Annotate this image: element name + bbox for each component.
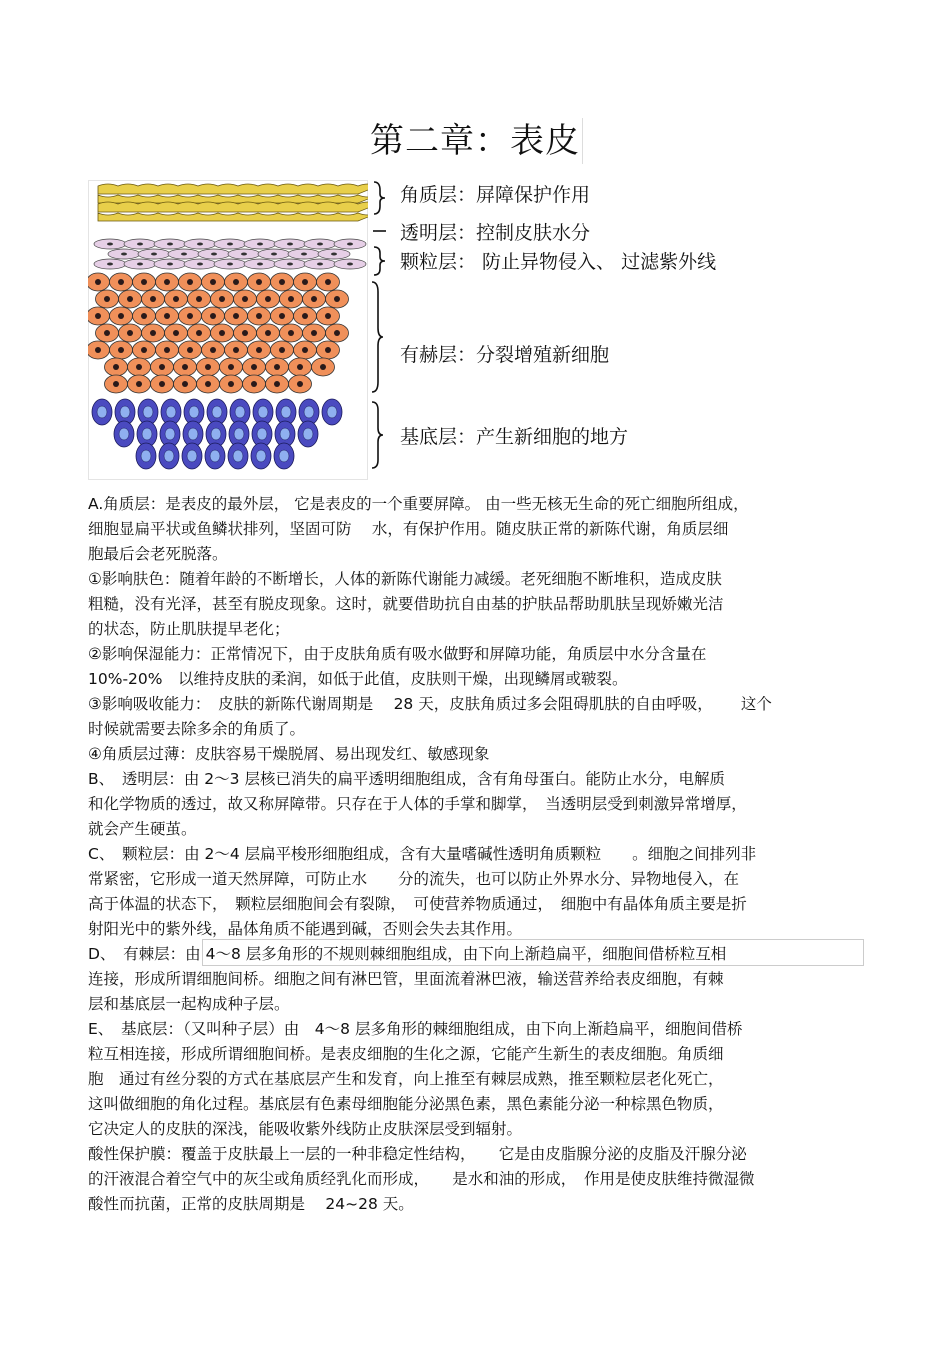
spinous-cell-nucleus (265, 296, 271, 302)
spinous-cell-nucleus (297, 381, 303, 387)
paragraph-line: 10%-20% 以维持皮肤的柔润，如低于此值，皮肤则干燥，出现鳞屑或皲裂。 (88, 670, 628, 688)
granular-cell-nucleus (347, 243, 353, 246)
basal-cell-nucleus (211, 428, 221, 440)
granular-cell-nucleus (317, 263, 323, 266)
spinous-cell-nucleus (325, 279, 331, 285)
spinous-cell-nucleus (334, 330, 340, 336)
granular-cell-nucleus (121, 253, 127, 256)
granular-cell-nucleus (287, 243, 293, 246)
basal-cell-nucleus (327, 406, 337, 418)
spinous-cell-nucleus (196, 330, 202, 336)
spinous-cell-nucleus (219, 330, 225, 336)
body-text (88, 492, 873, 1217)
granular-cell-nucleus (211, 253, 217, 256)
brace-spinosum (368, 280, 388, 394)
paragraph-line: 细胞显扁平状或鱼鳞状排列，坚固可防 水，有保护作用。随皮肤正常的新陈代谢，角质层细 (88, 520, 729, 538)
granular-cell-nucleus (257, 243, 263, 246)
spinous-cell-nucleus (150, 296, 156, 302)
paragraph-line: 胞最后会老死脱落。 (88, 545, 228, 563)
label-stratum-lucidum: 透明层：控制皮肤水分 (400, 222, 591, 244)
spinous-cell-nucleus (164, 313, 170, 319)
spinous-cell-nucleus (210, 313, 216, 319)
paragraph-line: 连接，形成所谓细胞间桥。细胞之间有淋巴管，里面流着淋巴液，输送营养给表皮细胞，有棘 (88, 970, 724, 988)
basal-cell-nucleus (281, 406, 291, 418)
spinous-cell-nucleus (256, 347, 262, 353)
spinous-cell-nucleus (279, 313, 285, 319)
label-stratum-spinosum: 有赫层：分裂增殖新细胞 (400, 344, 610, 366)
spinous-cell-nucleus (210, 347, 216, 353)
spinous-cell-nucleus (251, 381, 257, 387)
basal-cell-nucleus (165, 428, 175, 440)
spinous-cell-nucleus (118, 279, 124, 285)
granular-cell-nucleus (317, 243, 323, 246)
spinous-cell-nucleus (242, 296, 248, 302)
paragraph-line: C、 颗粒层：由 2～4 层扁平梭形细胞组成，含有大量嗜碱性透明角质颗粒 。细胞之间排列非 (88, 845, 757, 863)
paragraph-line: 常紧密，它形成一道天然屏障，可防止水 分的流失，也可以防止外界水分、异物地侵入，在 (88, 870, 740, 888)
spinous-cell-nucleus (325, 347, 331, 353)
spinous-cell-nucleus (113, 364, 119, 370)
spinous-cell-nucleus (256, 313, 262, 319)
paragraph-line: 粗糙，没有光泽，甚至有脱皮现象。这时，就要借助抗自由基的护肤品帮助肌肤呈现娇嫩光洁 (88, 595, 724, 613)
spinous-cell-nucleus (95, 313, 101, 319)
granular-cell-nucleus (167, 263, 173, 266)
paragraph-line: 的状态，防止肌肤提早老化； (88, 620, 290, 638)
stratum-corneum-band (98, 184, 368, 194)
spinous-cell-nucleus (256, 279, 262, 285)
spinous-cell-nucleus (113, 381, 119, 387)
basal-cell-nucleus (303, 428, 313, 440)
paragraph-line: 这叫做细胞的角化过程。基底层有色素母细胞能分泌黑色素，黑色素能分泌一种棕黑色物质， (88, 1095, 724, 1113)
spinous-cell-nucleus (302, 313, 308, 319)
spinous-cell-nucleus (182, 364, 188, 370)
spinous-cell-nucleus (265, 330, 271, 336)
spinous-cell-nucleus (311, 296, 317, 302)
granular-cell-nucleus (331, 253, 337, 256)
granular-cell-nucleus (227, 243, 233, 246)
spinous-cell-nucleus (95, 279, 101, 285)
paragraph-line: 层和基底层一起构成种子层。 (88, 995, 290, 1013)
spinous-cell-nucleus (182, 381, 188, 387)
basal-cell-nucleus (212, 406, 222, 418)
basal-cell-nucleus (119, 428, 129, 440)
paragraph-line: 的汗液混合着空气中的灰尘或角质经乳化而形成， 是水和油的形成， 作用是使皮肤维持微湿微 (88, 1170, 755, 1188)
spinous-cell-nucleus (164, 279, 170, 285)
granular-cell-nucleus (137, 243, 143, 246)
paragraph-line: 胞 通过有丝分裂的方式在基底层产生和发育，向上推至有棘层成熟，推至颗粒层老化死亡， (88, 1070, 724, 1088)
basal-cell-nucleus (164, 450, 174, 462)
granular-cell-nucleus (301, 253, 307, 256)
spinous-cell-nucleus (173, 330, 179, 336)
basal-cell-nucleus (233, 450, 243, 462)
spinous-cell-nucleus (196, 296, 202, 302)
granular-cell-nucleus (197, 243, 203, 246)
paragraph-line: A.角质层：是表皮的最外层， 它是表皮的一个重要屏障。 由一些无核无生命的死亡细胞所组成， (88, 495, 749, 513)
spinous-cell-nucleus (141, 347, 147, 353)
paragraph-line: ③影响吸收能力： 皮肤的新陈代谢周期是 28 天，皮肤角质过多会阻碍肌肤的自由呼吸， 这个 (88, 695, 772, 713)
spinous-cell-nucleus (228, 364, 234, 370)
paragraph-line: 高于体温的状态下， 颗粒层细胞间会有裂隙， 可使营养物质通过， 细胞中有晶体角质主要是折 (88, 895, 747, 913)
label-stratum-granulosum: 颗粒层： 防止异物侵入、 过滤紫外线 (400, 251, 717, 273)
paragraph-line: 时候就需要去除多余的角质了。 (88, 720, 306, 738)
spinous-cell-nucleus (274, 381, 280, 387)
paragraph-line: ②影响保湿能力：正常情况下，由于皮肤角质有吸水做野和屏障功能，角质层中水分含量在 (88, 645, 707, 663)
brace-granulosum (370, 245, 390, 277)
paragraph-line: 射阳光中的紫外线，晶体角质不能遇到碱，否则会失去其作用。 (88, 920, 523, 938)
spinous-cell-nucleus (187, 313, 193, 319)
spinous-cell-nucleus (274, 364, 280, 370)
granular-cell-nucleus (227, 263, 233, 266)
basal-cell-nucleus (256, 450, 266, 462)
spinous-cell-nucleus (150, 330, 156, 336)
spinous-cell-nucleus (210, 279, 216, 285)
spinous-cell-nucleus (288, 296, 294, 302)
spinous-cell-nucleus (141, 279, 147, 285)
spinous-cell-nucleus (233, 313, 239, 319)
spinous-cell-nucleus (320, 364, 326, 370)
granular-cell-nucleus (151, 253, 157, 256)
spinous-cell-nucleus (164, 347, 170, 353)
granular-cell-nucleus (137, 263, 143, 266)
dash-lucidum (372, 226, 388, 236)
spinous-cell-nucleus (205, 364, 211, 370)
paragraph-line: 粒互相连接，形成所谓细胞间桥。是表皮细胞的生化之源，它能产生新生的表皮细胞。角质细 (88, 1045, 724, 1063)
granular-cell-nucleus (107, 243, 113, 246)
paragraph-line: E、 基底层：（又叫种子层）由 4～8 层多角形的棘细胞组成，由下向上渐趋扁平，细胞间借桥 (88, 1020, 743, 1038)
spinous-cell-nucleus (219, 296, 225, 302)
granular-cell-nucleus (181, 253, 187, 256)
spinous-cell-nucleus (311, 330, 317, 336)
spinous-cell-nucleus (279, 279, 285, 285)
paragraph-line: ④角质层过薄：皮肤容易干燥脱屑、易出现发红、敏感现象 (88, 745, 490, 763)
basal-cell-nucleus (120, 406, 130, 418)
basal-cell-nucleus (304, 406, 314, 418)
spinous-cell-nucleus (118, 347, 124, 353)
spinous-cell-nucleus (118, 313, 124, 319)
granular-cell-nucleus (241, 253, 247, 256)
spinous-cell-nucleus (242, 330, 248, 336)
granular-cell-nucleus (271, 253, 277, 256)
spinous-cell-nucleus (127, 296, 133, 302)
paragraph-line: 酸性而抗菌，正常的皮肤周期是 24~28 天。 (88, 1195, 414, 1213)
spinous-cell-nucleus (325, 313, 331, 319)
basal-cell-nucleus (257, 428, 267, 440)
stratum-corneum-band (98, 202, 368, 212)
spinous-cell-nucleus (95, 347, 101, 353)
spinous-cell-nucleus (159, 364, 165, 370)
spinous-cell-nucleus (187, 347, 193, 353)
basal-cell-nucleus (210, 450, 220, 462)
spinous-cell-nucleus (141, 313, 147, 319)
paragraph-line: 就会产生硬茧。 (88, 820, 197, 838)
basal-cell-nucleus (280, 428, 290, 440)
basal-cell-nucleus (187, 450, 197, 462)
granular-cell-nucleus (347, 263, 353, 266)
label-stratum-basale: 基底层：产生新细胞的地方 (400, 426, 629, 448)
stratum-corneum-band (98, 213, 368, 221)
paragraph-line: 和化学物质的透过，故又称屏障带。只存在于人体的手掌和脚掌， 当透明层受到刺激异常增厚， (88, 795, 747, 813)
spinous-cell-nucleus (205, 381, 211, 387)
spinous-cell-nucleus (136, 364, 142, 370)
basal-cell-nucleus (97, 406, 107, 418)
spinous-cell-nucleus (104, 296, 110, 302)
spinous-cell-nucleus (297, 364, 303, 370)
paragraph-line: 酸性保护膜：覆盖于皮肤最上一层的一种非稳定性结构， 它是由皮脂腺分泌的皮脂及汗腺分泌 (88, 1145, 747, 1163)
basal-cell-nucleus (143, 406, 153, 418)
basal-cell-nucleus (258, 406, 268, 418)
spinous-cell-nucleus (127, 330, 133, 336)
spinous-cell-nucleus (251, 364, 257, 370)
spinous-cell-nucleus (233, 347, 239, 353)
basal-cell-nucleus (189, 406, 199, 418)
epidermis-diagram (88, 180, 368, 480)
spinous-cell-nucleus (233, 279, 239, 285)
granular-cell-nucleus (167, 243, 173, 246)
paragraph-line: B、 透明层：由 2～3 层核已消失的扁平透明细胞组成，含有角母蛋白。能防止水分，电解质 (88, 770, 725, 788)
label-stratum-corneum: 角质层：屏障保护作用 (400, 184, 591, 206)
spinous-cell-nucleus (136, 381, 142, 387)
spinous-cell-nucleus (104, 330, 110, 336)
spinous-cell-nucleus (159, 381, 165, 387)
spinous-cell-nucleus (302, 279, 308, 285)
spinous-cell-nucleus (288, 330, 294, 336)
spinous-cell-nucleus (187, 279, 193, 285)
spinous-cell-nucleus (173, 296, 179, 302)
spinous-cell-nucleus (334, 296, 340, 302)
basal-cell-nucleus (141, 450, 151, 462)
paragraph-line: 它决定人的皮肤的深浅，能吸收紫外线防止皮肤深层受到辐射。 (88, 1120, 523, 1138)
basal-cell-nucleus (188, 428, 198, 440)
page-title: 第二章：表皮 (368, 118, 583, 164)
basal-cell-nucleus (279, 450, 289, 462)
spinous-cell-nucleus (228, 381, 234, 387)
spinous-cell-nucleus (279, 347, 285, 353)
granular-cell-nucleus (257, 263, 263, 266)
brace-corneum (370, 180, 390, 216)
basal-cell-nucleus (142, 428, 152, 440)
granular-cell-nucleus (197, 263, 203, 266)
paragraph-line: D、 有棘层：由 4～8 层多角形的不规则棘细胞组成，由下向上渐趋扁平，细胞间借桥粒互相 (88, 945, 727, 963)
basal-cell-nucleus (166, 406, 176, 418)
spinous-cell-nucleus (302, 347, 308, 353)
basal-cell-nucleus (234, 428, 244, 440)
paragraph-line: ①影响肤色：随着年龄的不断增长，人体的新陈代谢能力减缓。老死细胞不断堆积，造成皮肤 (88, 570, 722, 588)
basal-cell-nucleus (235, 406, 245, 418)
granular-cell-nucleus (107, 263, 113, 266)
brace-basale (368, 400, 388, 470)
granular-cell-nucleus (287, 263, 293, 266)
